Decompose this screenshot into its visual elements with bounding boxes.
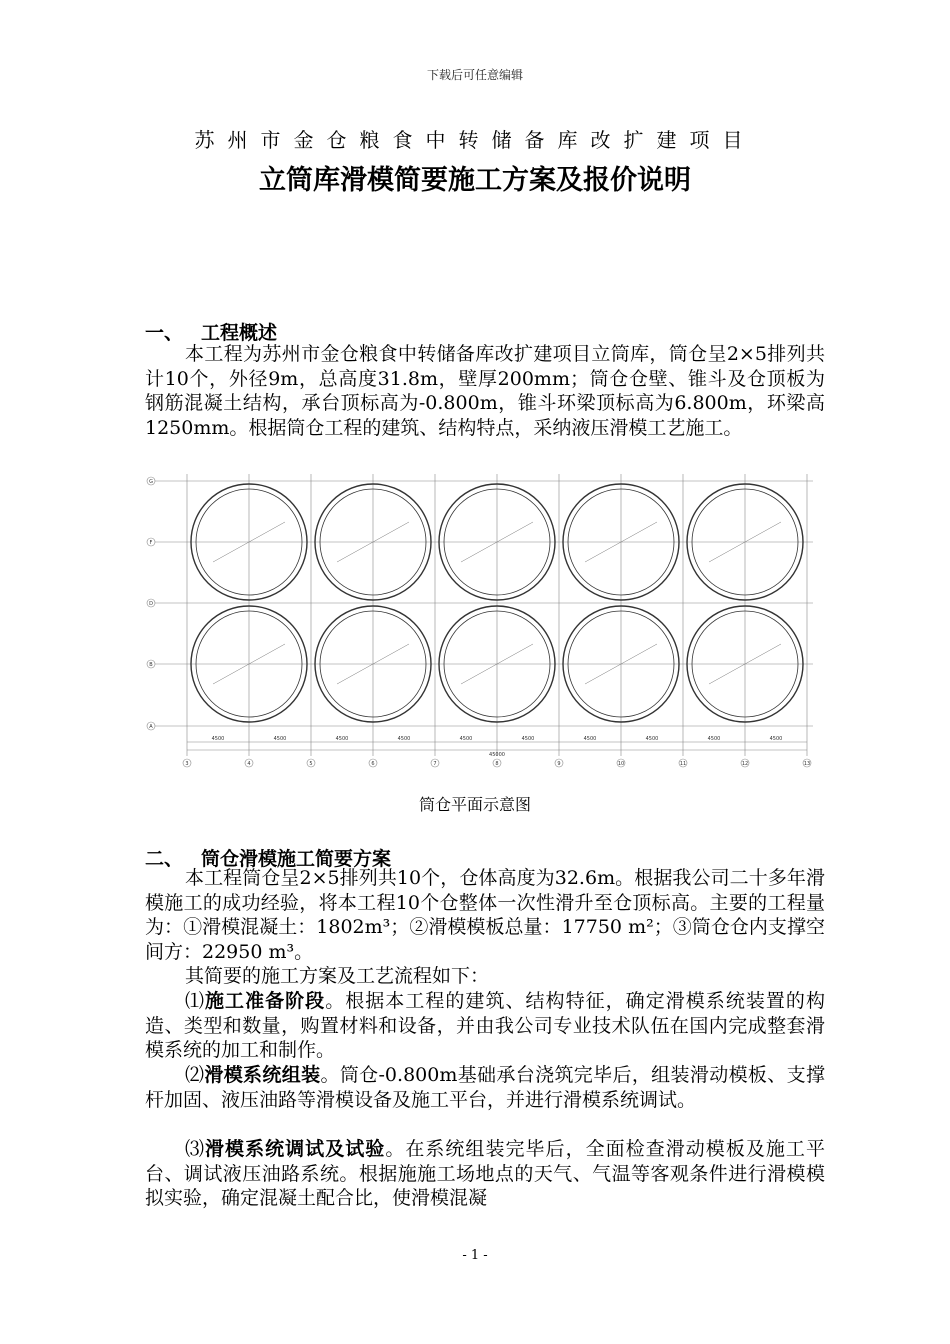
step2-paragraph [145, 1063, 825, 1112]
section1-num: 一、 [145, 322, 184, 344]
col-label: 4 [247, 760, 251, 767]
dimension-label: 4500 [211, 736, 225, 742]
section2-paragraph1: 本工程筒仓呈2×5排列共10个，仓体高度为32.6m。根据我公司二十多年滑模施工的成功经验，将本工程10个仓整体一次性滑升至仓顶标高。主要的工程量为：①滑模混凝土：1802m³；②滑模模板总量：17750 m²；③筒仓仓内支撑空间方：22950 m³。 [145, 867, 825, 963]
row-label: A [149, 723, 153, 730]
step1-text: 。根据本工程的建筑、结构特征，确定滑模系统装置的构造、类型和数量，购置材料和设备，并由我公司专业技术队伍在国内完成整套滑模系统的加工和制作。 [145, 990, 825, 1061]
dimension-label: 4500 [459, 736, 473, 742]
step1-title: 施工准备阶段 [205, 990, 326, 1012]
col-label: 10 [617, 760, 625, 767]
title-line2: 立筒库滑模简要施工方案及报价说明 [259, 165, 691, 196]
step2-num: ⑵ [185, 1064, 205, 1086]
dimension-label: 4500 [707, 736, 721, 742]
col-label: 3 [185, 760, 189, 767]
col-label: 6 [371, 760, 375, 767]
step3-title: 滑模系统调试及试验 [205, 1138, 386, 1160]
col-label: 11 [679, 760, 687, 767]
step2-title: 滑模系统组装 [204, 1064, 321, 1086]
dimension-label: 4500 [397, 736, 411, 742]
step1-paragraph [145, 989, 825, 1063]
step3-paragraph [145, 1137, 825, 1211]
dimension-label: 4500 [769, 736, 783, 742]
col-label: 13 [803, 760, 811, 767]
dimension-label: 4500 [521, 736, 535, 742]
dimension-label: 4500 [645, 736, 659, 742]
section1-heading [145, 318, 277, 345]
col-label: 7 [433, 760, 437, 767]
col-label: 5 [309, 760, 313, 767]
figure-caption: 筒仓平面示意图 [418, 795, 531, 814]
title-line1: 苏州市金仓粮食中转储备库改扩建项目 [194, 128, 756, 152]
dimension-label: 4500 [273, 736, 287, 742]
row-label: F [149, 539, 153, 546]
dimension-label: 4500 [583, 736, 597, 742]
step1-num: ⑴ [185, 990, 206, 1012]
row-label: D [149, 600, 153, 607]
col-label: 8 [495, 760, 499, 767]
col-label: 12 [741, 760, 749, 767]
step3-num: ⑶ [185, 1138, 206, 1160]
silo-plan-figure [145, 474, 815, 774]
section2-title: 筒仓滑模施工简要方案 [201, 848, 392, 870]
row-label: B [149, 661, 153, 668]
total-dimension-label: 45000 [489, 752, 505, 758]
section2-num: 二、 [145, 848, 184, 870]
page-header: 下载后可任意编辑 [426, 68, 523, 82]
row-label: G [149, 478, 153, 485]
section1-paragraph: 本工程为苏州市金仓粮食中转储备库改扩建项目立筒库，筒仓呈2×5排列共计10个，外径9m，总高度31.8m，壁厚200mm；筒仓仓壁、锥斗及仓顶板为钢筋混凝土结构，承台顶标高为-0.800m，锥斗环梁顶标高为6.800m，环梁高1250mm。根据筒仓工程的建筑、结构特点，采纳液压滑模工艺施工。 [145, 343, 825, 439]
section1-title: 工程概述 [201, 322, 278, 344]
step2-text: 。筒仓-0.800m基础承台浇筑完毕后，组装滑动模板、支撑杆加固、液压油路等滑模设备及施工平台，并进行滑模系统调试。 [145, 1064, 825, 1111]
section2-paragraph2: 其简要的施工方案及工艺流程如下： [185, 965, 490, 987]
step3-text: 。在系统组装完毕后，全面检查滑动模板及施工平台、调试液压油路系统。根据施施工场地点的天气、气温等客观条件进行滑模模拟实验，确定混凝土配合比，使滑模混凝 [145, 1138, 825, 1209]
page-number: - 1 - [462, 1248, 488, 1263]
dimension-label: 4500 [335, 736, 349, 742]
col-label: 9 [557, 760, 561, 767]
